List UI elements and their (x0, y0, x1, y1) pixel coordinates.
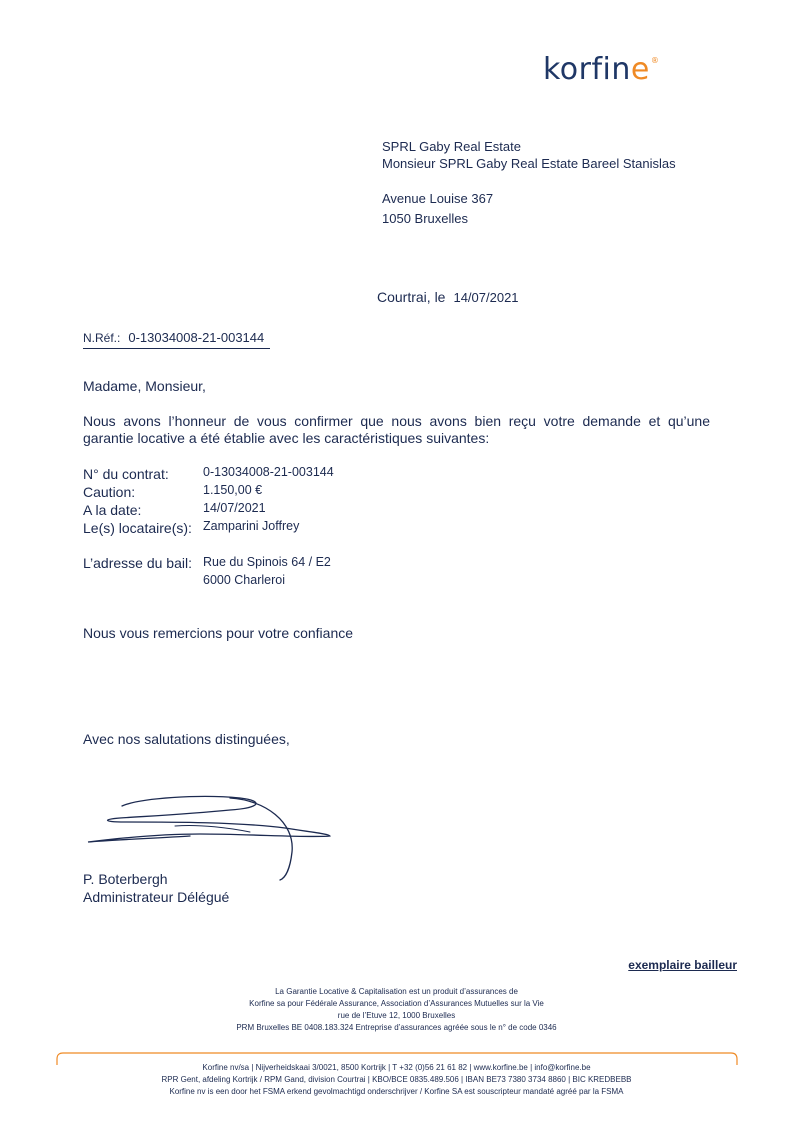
detail-label-date: A la date: (83, 502, 142, 518)
handwritten-signature (80, 792, 340, 882)
detail-value-date: 14/07/2021 (203, 501, 266, 515)
registered-mark: ® (650, 56, 660, 65)
lease-address-label: L’adresse du bail: (83, 555, 192, 571)
detail-value-tenants: Zamparini Joffrey (203, 519, 300, 533)
footer-insurance-line: PRM Bruxelles BE 0408.183.324 Entreprise d’assurances agréée sous le n° de code 0346 (236, 1023, 557, 1032)
copy-label: exemplaire bailleur (628, 958, 737, 972)
lease-address-line2: 6000 Charleroi (203, 573, 285, 587)
footer-company-line: RPR Gent, afdeling Kortrijk / RPM Gand, division Courtrai | KBO/BCE 0835.489.506 | IBAN BE73 7380 3734 8860 | BIC KREDBEBB (161, 1075, 632, 1084)
korfine-logo (543, 52, 659, 87)
date-place: Courtrai, le (377, 289, 446, 305)
salutation: Madame, Monsieur, (83, 378, 206, 394)
footer-insurance-line: La Garantie Locative & Capitalisation est un produit d’assurances de (275, 987, 518, 996)
signatory-name: P. Boterbergh (83, 871, 168, 887)
detail-value-contract: 0-13034008-21-003144 (203, 465, 334, 479)
reference-label: N.Réf.: (83, 331, 121, 345)
reference-line (83, 329, 270, 349)
lease-address-line1: Rue du Spinois 64 / E2 (203, 555, 331, 569)
footer-insurance-line: Korfine sa pour Fédérale Assurance, Association d’Assurances Mutuelles sur la Vie (249, 999, 544, 1008)
recipient-line2: Monsieur SPRL Gaby Real Estate Bareel Stanislas (382, 156, 676, 171)
reference-value: 0-13034008-21-003144 (128, 330, 265, 345)
footer-insurance-line: rue de l’Etuve 12, 1000 Bruxelles (337, 1011, 456, 1020)
intro-paragraph: Nous avons l’honneur de vous confirmer que nous avons bien reçu votre demande et qu’une garantie locative a été établie avec les caractéristiques suivantes: (83, 413, 710, 446)
detail-label-caution: Caution: (83, 484, 136, 500)
detail-value-caution: 1.150,00 € (203, 483, 263, 497)
detail-label-tenants: Le(s) locataire(s): (83, 520, 192, 536)
thanks-line: Nous vous remercions pour votre confiance (83, 625, 354, 641)
recipient-city: 1050 Bruxelles (382, 211, 468, 226)
logo-text-accent: e (630, 52, 650, 87)
signatory-title: Administrateur Délégué (83, 889, 230, 905)
footer-company-line: Korfine nv is een door het FSMA erkend gevolmachtigd onderschrijver / Korfine SA est souscripteur mandaté agréé par la FSMA (169, 1087, 624, 1096)
logo-text-main: korfin (543, 52, 631, 87)
detail-label-contract: N° du contrat: (83, 466, 169, 482)
date-line (377, 289, 519, 305)
recipient-line1: SPRL Gaby Real Estate (382, 139, 521, 154)
date-value: 14/07/2021 (453, 290, 519, 305)
closing-line: Avec nos salutations distinguées, (83, 731, 290, 747)
footer-company-line: Korfine nv/sa | Nijverheidskaai 3/0021, 8500 Kortrijk | T +32 (0)56 21 61 82 | www.korfine.be | info@korfine.be (202, 1063, 591, 1072)
recipient-street: Avenue Louise 367 (382, 191, 494, 206)
